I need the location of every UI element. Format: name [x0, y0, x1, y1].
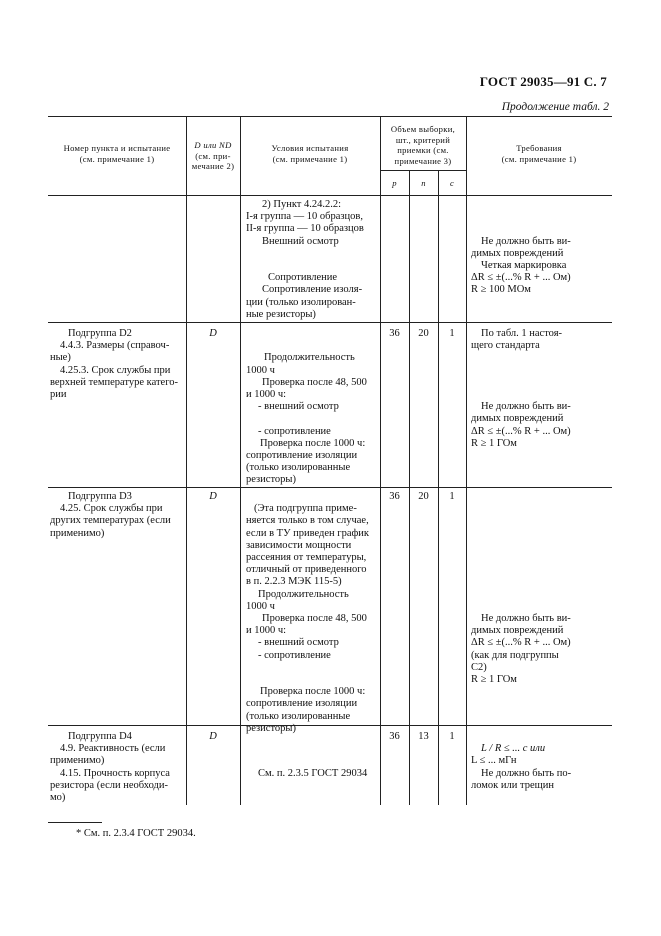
column-header-c: c: [449, 178, 455, 188]
row4-conditions: См. п. 2.3.5 ГОСТ 29034: [258, 767, 368, 779]
footnote-divider: [48, 822, 102, 823]
footnote: * См. п. 2.3.4 ГОСТ 29034.: [76, 828, 196, 839]
row2-requirements: По табл. 1 настоя- щего стандарта Не должно быть ви- димых повреждений ΔR ≤ ±(...% R + ... Ом) R ≥ 1 ГОм: [471, 328, 571, 449]
row4-n: 13: [418, 731, 429, 742]
row1-requirements: Не должно быть ви- димых повреждений Четкая маркировка ΔR ≤ ±(...% R + ... Ом) R ≥ 100 МОм: [471, 235, 571, 296]
row2-p: 36: [389, 328, 400, 339]
row1-conditions: 2) Пункт 4.24.2.2: I-я группа — 10 образцов, II-я группа — 10 образцов Внешний осмотр Сопротивление Сопротивление изоля- ции (только изолирован- ные резисторы): [246, 199, 364, 320]
row2-c: 1: [449, 328, 455, 339]
column-header-test: Номер пункта и испытание (см. примечание 1): [63, 143, 171, 164]
row2-dnd: D: [209, 328, 217, 339]
column-header-n: n: [421, 178, 426, 188]
row3-c: 1: [449, 491, 455, 502]
row3-test: Подгруппа D3 4.25. Срок службы при других температурах (если применимо): [50, 491, 171, 539]
row4-p: 36: [389, 731, 400, 742]
row2-test: Подгруппа D2 4.4.3. Размеры (справоч- ные) 4.25.3. Срок службы при верхней температуре катего- рии: [50, 328, 178, 401]
column-header-conditions: Условия испытания (см. примечание 1): [271, 143, 349, 164]
column-header-requirements: Требования (см. примечание 1): [501, 143, 577, 164]
row2-n: 20: [418, 328, 429, 339]
row3-p: 36: [389, 491, 400, 502]
row4-dnd: D: [209, 731, 217, 742]
row4-requirements: L / R ≤ ... с или L ≤ ... мГн Не должно быть по- ломок или трещин: [471, 743, 572, 791]
row2-conditions: Продолжительность 1000 ч Проверка после 48, 500 и 1000 ч: - внешний осмотр - сопротивление Проверка после 1000 ч: сопротивление изоляции (только изолированные резисторы): [246, 352, 367, 486]
table-continuation-label: Продолжение табл. 2: [501, 101, 609, 113]
column-header-sample: Объем выборки, шт., критерий приемки (см. примечание 3): [390, 124, 456, 166]
row4-c: 1: [449, 731, 455, 742]
row3-n: 20: [418, 491, 429, 502]
row4-test: Подгруппа D4 4.9. Реактивность (если применимо) 4.15. Прочность корпуса резистора (если необходи- мо): [50, 731, 170, 804]
row3-conditions: (Эта подгруппа приме- няется только в том случае, если в ТУ приведен график зависимости мощности рассеяния от температуры, отличный от приведенного в п. 2.2.3 МЭК 115-5) Продолжительность 1000 ч Проверка после 48, 500 и 1000 ч: - внешний осмотр - сопротивление Проверка после 1000 ч: сопротивление изоляции (только изолированные резисторы): [246, 503, 370, 734]
page-header: ГОСТ 29035—91 С. 7: [479, 74, 607, 89]
row3-requirements: Не должно быть ви- димых повреждений ΔR ≤ ±(...% R + ... Ом) (как для подгруппы С2) R ≥ 1 ГОм: [471, 613, 571, 686]
column-header-p: p: [392, 178, 397, 188]
row3-dnd: D: [209, 491, 217, 502]
column-header-dnd: D или ND (см. при- мечание 2): [191, 140, 235, 171]
